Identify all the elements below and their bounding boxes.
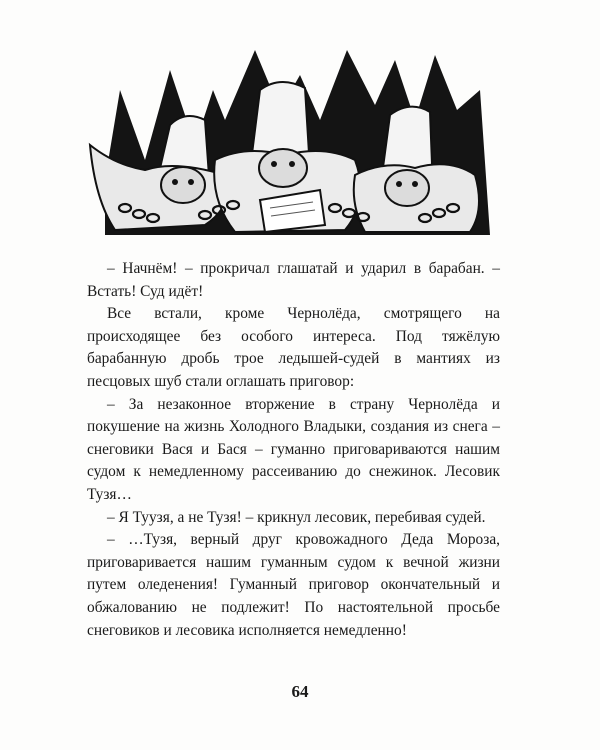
paragraph: – За незаконное вторжение в страну Чернолёда и покушение на жизнь Холодного Владыки, создания из снега – снеговики Вася и Бася – гуманно приговариваются нашим судом к немедленному рассеиванию до снежинок. Лесовик Тузя… — [87, 395, 500, 503]
judges-illustration — [85, 50, 490, 245]
paragraph: – Я Туузя, а не Тузя! – крикнул лесовик, перебивая судей. — [107, 508, 486, 526]
page-number: 64 — [291, 682, 309, 701]
right-judge-face — [385, 170, 429, 206]
center-judge-face — [259, 149, 307, 187]
paragraph: Все встали, кроме Чернолёда, смотрящего на происходящее без особого интереса. Под тяжёлую барабанную дробь трое ледышей-судей в мантиях из песцовых шуб стали оглашать приговор: — [87, 305, 500, 390]
left-judge-face — [161, 167, 205, 203]
story-text — [87, 258, 500, 642]
paragraph: – Начнём! – прокричал глашатай и ударил в барабан. – Встать! Суд идёт! — [87, 260, 500, 300]
paragraph: – …Тузя, верный друг кровожадного Деда Мороза, приговаривается нашим гуманным судом к вечной жизни путем оледенения! Гуманный приговор окончательный и обжалованию не подлежит! По настоятельной просьбе снеговиков и лесовика исполняется немедленно! — [87, 531, 500, 639]
judges-drawing — [85, 50, 490, 245]
